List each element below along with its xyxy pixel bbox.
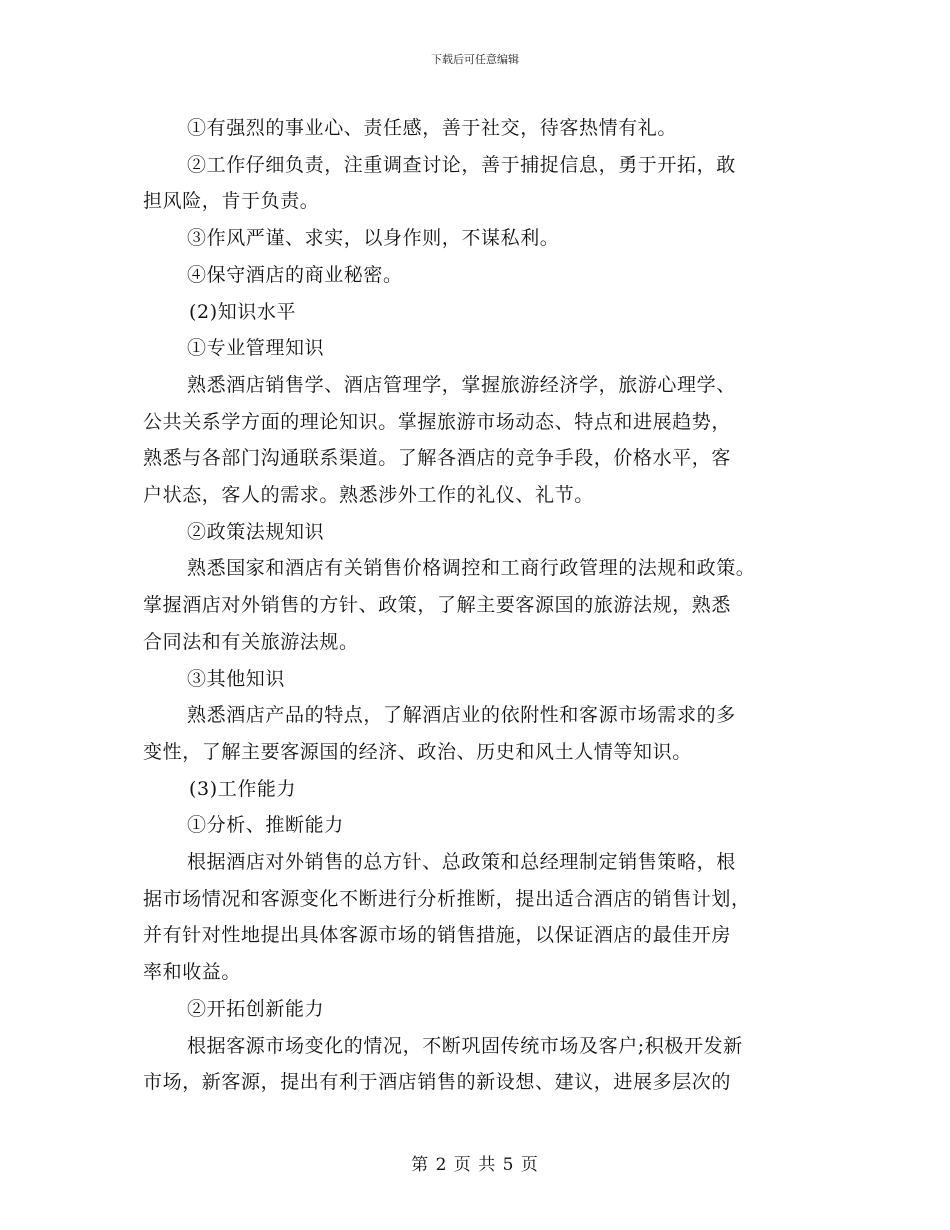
- body-line: ③作风严谨、求实，以身作则，不谋私利。: [187, 227, 560, 250]
- body-line: 熟悉国家和酒店有关销售价格调控和工商行政管理的法规和政策。: [187, 557, 756, 580]
- subsection-heading: ②开拓创新能力: [187, 997, 325, 1020]
- body-line: 户状态，客人的需求。熟悉涉外工作的礼仪、礼节。: [143, 484, 594, 507]
- body-line: 熟悉酒店销售学、酒店管理学，掌握旅游经济学，旅游心理学、: [187, 373, 736, 396]
- body-line: 率和收益。: [143, 961, 242, 984]
- body-line: ④保守酒店的商业秘密。: [187, 263, 403, 286]
- body-line: 市场，新客源，提出有利于酒店销售的新设想、建议，进展多层次的: [143, 1071, 732, 1094]
- page-header: 下载后可任意编辑: [431, 53, 519, 66]
- page-footer: 第 2 页 共 5 页: [411, 1155, 539, 1175]
- subsection-heading: ①分析、推断能力: [187, 814, 344, 837]
- section-heading: (3)工作能力: [189, 777, 297, 800]
- body-line: 变性，了解主要客源国的经济、政治、历史和风土人情等知识。: [143, 740, 692, 763]
- body-line: 熟悉酒店产品的特点，了解酒店业的依附性和客源市场需求的多: [187, 704, 736, 727]
- body-line: ①有强烈的事业心、责任感，善于社交，待客热情有礼。: [187, 117, 678, 139]
- body-line: 根据酒店对外销售的总方针、总政策和总经理制定销售策略，根: [187, 851, 736, 874]
- body-line: 掌握酒店对外销售的方针、政策，了解主要客源国的旅游法规，熟悉: [143, 594, 732, 617]
- subsection-heading: ②政策法规知识: [187, 520, 325, 543]
- body-line: 据市场情况和客源变化不断进行分析推断，提出适合酒店的销售计划，: [143, 887, 751, 910]
- body-line: 根据客源市场变化的情况，不断巩固传统市场及客户;积极开发新: [187, 1034, 743, 1057]
- body-line: 熟悉与各部门沟通联系渠道。了解各酒店的竞争手段，价格水平，客: [143, 447, 732, 470]
- subsection-heading: ③其他知识: [187, 667, 286, 690]
- document-body: [143, 110, 813, 1101]
- body-line: 合同法和有关旅游法规。: [143, 630, 359, 653]
- section-heading: (2)知识水平: [189, 300, 297, 323]
- body-line: ②工作仔细负责，注重调查讨论，善于捕捉信息，勇于开拓，敢: [187, 153, 736, 176]
- body-line: 公共关系学方面的理论知识。掌握旅游市场动态、特点和进展趋势，: [143, 410, 732, 433]
- body-line: 并有针对性地提出具体客源市场的销售措施，以保证酒店的最佳开房: [143, 924, 732, 947]
- body-line: 担风险，肯于负责。: [143, 190, 320, 213]
- subsection-heading: ①专业管理知识: [187, 337, 325, 360]
